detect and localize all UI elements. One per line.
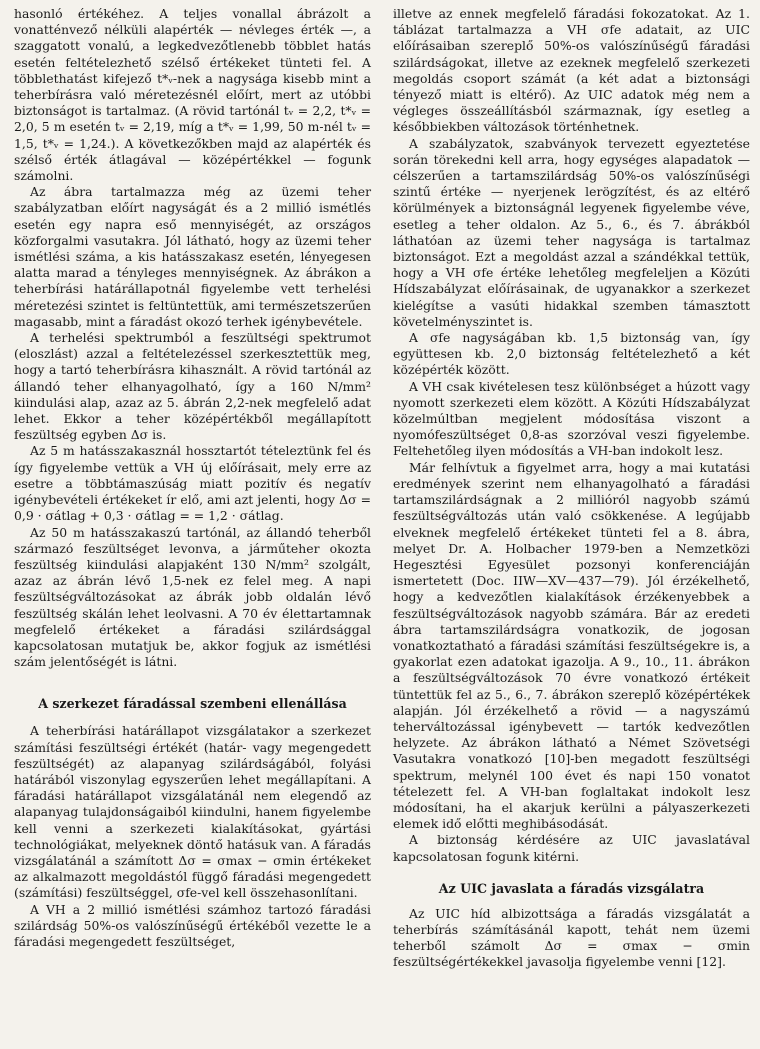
section-heading: A szerkezet fáradással szembeni ellenállása xyxy=(38,696,347,712)
paragraph: Az 5 m hatásszakasznál hossztartót tételeztünk fel és így figyelembe vettük a VH új előírásait, mely erre az esetre a többtámaszúság miatt pozitív és negatív igénybevételi értékeket ír elő, ami azt jelenti, hogy Δσ = 0,9 · σátlag + 0,3 · σátlag = = 1,2 · σátlag. xyxy=(14,443,371,524)
paragraph: A szabályzatok, szabványok tervezett egyeztetése során törekedni kell arra, hogy egységes alapadatok — célszerűen a tartamszilárdság 50%-os valószínűségi szintű értéke — nyerjenek lerögzítést, és az eltérő körülmények a biztonságnál legyenek figyelembe véve, esetleg a teher oldalon. Az 5., 6., és 7. ábrákból láthatóan az üzemi teher nagysága is tartalmaz biztonságot. Ezt a megoldást azzal a szándékkal tettük, hogy a VH σfe értéke lehetőleg megfeleljen a Közúti Hídszabályzat előírásainak, de ugyanakkor a szerkezet kielégítse a vasúti hidakkal szemben támasztott követelményszintet is. xyxy=(393,135,750,329)
paragraph: hasonló értékéhez. A teljes vonallal ábrázolt a vonatténvező nélküli alapérték — névleges érték —, a szaggatott vonalú, a legkedvezőtlenebb többlet hatás esetén feltételezhető szélső értékeket tünteti fel. A többlethatást kifejező t*ᵥ-nek a nagysága kisebb mint a teherbírásra való méretezésnél előírt, mert az utóbbi biztonságot is tartalmaz. (A rövid tartónál tᵥ = 2,2, t*ᵥ = 2,0, 5 m esetén tᵥ = 2,19, míg a t*ᵥ = 1,99, 50 m-nél tᵥ = 1,5, t*ᵥ = 1,24.). A következőkben majd az alapérték és szélső érték átlagával — középértékkel — fogunk számolni. xyxy=(14,6,371,184)
paragraph: A VH a 2 millió ismétlési számhoz tartozó fáradási szilárdság 50%-os valószínűségű értékéből vezette le a fáradási megengedett feszültséget, xyxy=(14,901,371,949)
paragraph: Az 50 m hatásszakaszú tartónál, az állandó teherből származó feszültséget levonva, a járműteher okozta feszültség kiindulási alapjaként 130 N/mm² szolgált, azaz az ábrán lévő 1,5-nek ez felel meg. A napi feszültségváltozásokat az ábrák jobb oldalán lévő feszültség skálán lehet leolvasni. A 70 év élettartamnak megfelelő értékeket a fáradási szilárdsággal kapcsolatosan mutatjuk be, akkor fogjuk az ismétlési szám jelentőségét is látni. xyxy=(14,524,371,670)
section-heading: Az UIC javaslata a fáradás vizsgálatra xyxy=(438,880,705,896)
paragraph: Az ábra tartalmazza még az üzemi teher szabályzatban előírt nagyságát és a 2 millió ismétlés esetén egy napra eső mennyiségét, az országos közforgalmi vasutakra. Jól látható, hogy az üzemi teher ismétlési száma, a kis hatásszakasz esetén, lényegesen alatta marad a tényleges mennyiségnek. Az ábrákon a teherbírási határállapotnál figyelembe vett terhelési méretezési szintet is feltüntettük, ami természetszerűen magasabb, mint a fáradást okozó terhek igénybevétele. xyxy=(14,184,371,329)
paragraph: A terhelési spektrumból a feszültségi spektrumot (eloszlást) azzal a feltételezéssel szerkesztettük meg, hogy a tartó teherbírásra kihasznált. A rövid tartónál az állandó teher elhanyagolható, így a 160 N/mm² kiindulási alap, azaz az 5. ábrán 2,2-nek megfelelő adat lehet. Ekkor a teher középértékből megállapított feszültség egyben Δσ is. xyxy=(14,330,371,443)
left-column xyxy=(14,6,371,1049)
paragraph: illetve az ennek megfelelő fáradási fokozatokat. Az 1. táblázat tartalmazza a VH σfe adatait, az UIC előírásaiban szereplő 50%-os valószínűségű fáradási szilárdságokat, illetve az ezeknek megfelelő szerkezeti megoldás csoport számát (a két adat a biztonsági tényező miatt is eltérő). Az UIC adatok még nem a végleges összeállításból származnak, így esetleg a későbbiekben változások történhetnek. xyxy=(393,6,750,135)
paragraph: A σfe nagyságában kb. 1,5 biztonság van, így együttesen kb. 2,0 biztonság feltételezhető a két középérték között. xyxy=(393,330,750,378)
paragraph: A teherbírási határállapot vizsgálatakor a szerkezet számítási feszültségi értékét (határ- vagy megengedett feszültségét) az alapanyag szilárdságából, folyási határából viszonylag egyszerűen lehet megállapítani. A fáradási határállapot vizsgálatánál nem elegendő az alapanyag tulajdonságaiból kiindulni, hanem figyelembe kell venni a szerkezeti kialakításokat, gyártási technológiákat, melyeknek döntő hatásuk van. A fáradás vizsgálatánál a számított Δσ = σmax − σmin értékeket az alkalmazott megoldástól függő fáradási megengedett (számítási) feszültséggel, σfe-vel kell összehasonlítani. xyxy=(14,723,371,901)
right-column xyxy=(393,6,750,1049)
paragraph: Az UIC híd albizottsága a fáradás vizsgálatát a teherbírás számításánál kapott, tehát nem üzemi teherből számolt Δσ = σmax − σmin feszültségértékekkel javasolja figyelembe venni [12]. xyxy=(393,905,750,970)
paragraph: Már felhívtuk a figyelmet arra, hogy a mai kutatási eredmények szerint nem elhanyagolható a fáradási tartamszilárdságnak a 2 millióról nagyobb számú feszültségváltozás után való csökkenése. A legújabb elveknek megfelelő értékeket tünteti fel a 8. ábra, melyet Dr. A. Holbacher 1979-ben a Nemzetközi Hegesztési Egyesület pozsonyi konferenciáján ismertetett (Doc. IIW—XV—437—79). Jól érzékelhető, hogy a kedvezőtlen kialakítások érzékenyebbek a feszültségváltozások nagyobb számára. Bár az eredeti ábra tartamszilárdságra vonatkozik, de jogosan vonatkoztatható a fáradási számítási feszültségekre is, a gyakorlat ezen adatokat igazolja. A 9., 10., 11. ábrákon a feszültségváltozások 70 évre vonatkozó értékeit tüntettük fel az 5., 6., 7. ábrákon szereplő középértékek alapján. Jól érzékelhető a rövid — a nagyszámú teherváltozással igénybevett — tartók kedvezőtlen helyzete. Az ábrákon látható a Német Szövetségi Vasutakra vonatkozó [10]-ben megadott feszültségi spektrum, melynél 100 évet és napi 150 vonatot tételezett fel. A VH-ban foglaltakat indokolt lesz módosítani, ha el akarjuk kerülni a pályaszerkezeti elemek idő előtti meghibásodását. xyxy=(393,459,750,832)
paragraph: A VH csak kivételesen tesz különbséget a húzott vagy nyomott szerkezeti elem között. A Közúti Hídszabályzat közelmúltban megjelent módosítása viszont a nyomófeszültséget 0,8-as szorzóval veszi figyelembe. Feltehetőleg ilyen módosítás a VH-ban indokolt lesz. xyxy=(393,378,750,459)
paragraph: A biztonság kérdésére az UIC javaslatával kapcsolatosan fogunk kitérni. xyxy=(393,832,750,864)
